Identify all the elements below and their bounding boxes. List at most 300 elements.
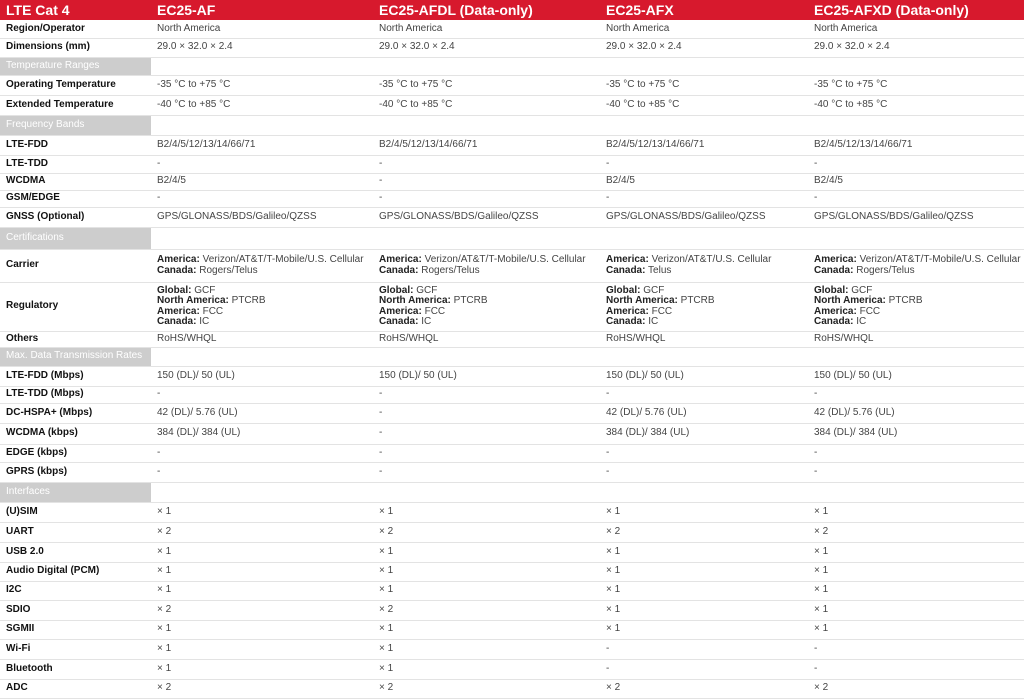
spec-value-cell (373, 155, 600, 173)
section-header: Temperature Ranges (0, 57, 151, 75)
value-line: - (157, 388, 161, 400)
spec-value-cell (151, 600, 373, 620)
row-label: Audio Digital (PCM) (0, 562, 151, 581)
value-line: - (379, 427, 383, 439)
spec-value-cell (808, 95, 1024, 115)
row-label: LTE-FDD (Mbps) (0, 366, 151, 386)
value-line: - (379, 446, 383, 458)
value-line: × 1 (814, 505, 829, 517)
spec-value-cell (808, 331, 1024, 347)
spec-value-cell (373, 95, 600, 115)
value-text: FCC (199, 305, 224, 317)
spec-value-cell (151, 542, 373, 562)
value-text: Verizon/AT&T/U.S. Cellular (648, 254, 772, 265)
spec-value-cell (151, 75, 373, 95)
value-key: America: (157, 254, 200, 265)
section-row (0, 347, 1024, 366)
value-key: Canada: (379, 264, 419, 276)
row-label: SDIO (0, 600, 151, 620)
row-label: LTE-TDD (0, 155, 151, 173)
spec-value-cell (151, 444, 373, 462)
spec-value-cell (600, 366, 808, 386)
spec-value-cell (373, 502, 600, 522)
value-line: B2/4/5 (814, 175, 843, 187)
value-key: America: (606, 305, 649, 317)
value-line: - (606, 192, 610, 204)
spec-value-cell (808, 542, 1024, 562)
row-label: I2C (0, 581, 151, 600)
spec-value-cell (600, 249, 808, 282)
spec-value-cell (151, 135, 373, 155)
value-key: North America: (157, 295, 229, 306)
value-key: Global: (157, 284, 192, 296)
row-label: DC-HSPA+ (Mbps) (0, 403, 151, 423)
spec-value-cell (373, 600, 600, 620)
row-label: Wi-Fi (0, 639, 151, 659)
spec-value-cell (373, 659, 600, 679)
spec-row (0, 522, 1024, 542)
value-key: Canada: (606, 316, 646, 327)
value-line: - (814, 642, 818, 654)
spec-value-cell (373, 207, 600, 227)
spec-value-cell (600, 155, 808, 173)
value-line: -40 °C to +85 °C (379, 98, 453, 110)
value-line: - (379, 465, 383, 477)
value-key: Global: (606, 284, 641, 296)
value-line: × 1 (157, 662, 172, 674)
value-line: × 1 (379, 565, 394, 577)
value-text: Rogers/Telus (418, 264, 480, 276)
value-text: IC (196, 316, 210, 327)
spec-value-cell (600, 679, 808, 698)
spec-value-cell (600, 38, 808, 57)
value-line: - (157, 465, 161, 477)
value-line: -35 °C to +75 °C (157, 78, 231, 90)
spec-row (0, 75, 1024, 95)
spec-value-cell (600, 639, 808, 659)
spec-row (0, 282, 1024, 331)
spec-value-cell (600, 600, 808, 620)
value-key: Canada: (379, 316, 419, 327)
value-key: North America: (379, 295, 451, 306)
spec-value-cell (808, 403, 1024, 423)
row-label: GNSS (Optional) (0, 207, 151, 227)
row-label: GSM/EDGE (0, 190, 151, 207)
spec-value-cell (600, 135, 808, 155)
value-line: × 1 (379, 505, 394, 517)
spec-value-cell (600, 659, 808, 679)
spec-value-cell (151, 155, 373, 173)
spec-value-cell (373, 20, 600, 38)
spec-row (0, 155, 1024, 173)
value-line: × 1 (157, 565, 172, 577)
spec-value-cell (808, 249, 1024, 282)
row-label: UART (0, 522, 151, 542)
row-label: Others (0, 331, 151, 347)
spec-value-cell (808, 581, 1024, 600)
value-line: - (814, 157, 818, 169)
spec-value-cell (373, 366, 600, 386)
value-key: North America: (814, 295, 886, 306)
value-line: - (379, 175, 383, 187)
spec-value-cell (808, 190, 1024, 207)
value-text: IC (853, 316, 867, 327)
spec-value-cell (808, 386, 1024, 403)
value-text: Telus (645, 264, 672, 276)
row-label: GPRS (kbps) (0, 462, 151, 482)
section-spacer (151, 115, 1024, 135)
spec-value-cell (151, 173, 373, 190)
spec-value-cell (151, 207, 373, 227)
value-line: 42 (DL)/ 5.76 (UL) (814, 406, 895, 418)
value-line: - (606, 662, 610, 674)
section-row (0, 227, 1024, 249)
value-line: North America (814, 22, 878, 34)
spec-row (0, 679, 1024, 698)
header-category: LTE Cat 4 (0, 0, 151, 20)
spec-row (0, 639, 1024, 659)
value-line: × 2 (606, 682, 621, 694)
value-line: RoHS/WHQL (606, 332, 666, 344)
value-text: PTCRB (228, 295, 266, 306)
value-line: RoHS/WHQL (814, 332, 874, 344)
row-label: Operating Temperature (0, 75, 151, 95)
value-text: GCF (191, 284, 216, 296)
value-line: 384 (DL)/ 384 (UL) (157, 427, 241, 439)
spec-value-cell (151, 190, 373, 207)
spec-value-cell (600, 331, 808, 347)
spec-value-cell (373, 38, 600, 57)
value-line: B2/4/5/12/13/14/66/71 (379, 138, 478, 150)
value-line: - (379, 406, 383, 418)
value-key: America: (157, 305, 200, 317)
value-text: PTCRB (450, 295, 488, 306)
spec-value-cell (373, 190, 600, 207)
spec-row (0, 331, 1024, 347)
section-header: Max. Data Transmission Rates (0, 347, 151, 366)
value-key: Canada: (157, 316, 197, 327)
spec-value-cell (600, 423, 808, 444)
row-label: WCDMA (kbps) (0, 423, 151, 444)
value-line: -35 °C to +75 °C (814, 78, 888, 90)
value-line: × 2 (379, 525, 394, 537)
spec-value-cell (151, 366, 373, 386)
value-line: - (379, 157, 383, 169)
value-text: PTCRB (885, 295, 923, 306)
value-text: Rogers/Telus (196, 264, 258, 276)
value-line (157, 266, 373, 277)
value-line: - (606, 157, 610, 169)
value-line: × 1 (379, 642, 394, 654)
spec-value-cell (808, 423, 1024, 444)
value-line: North America (157, 22, 221, 34)
value-line: - (157, 157, 161, 169)
row-label: Bluetooth (0, 659, 151, 679)
spec-value-cell (151, 562, 373, 581)
value-line: North America (606, 22, 670, 34)
spec-value-cell (373, 331, 600, 347)
spec-value-cell (808, 155, 1024, 173)
spec-value-cell (373, 423, 600, 444)
value-key: Canada: (814, 316, 854, 327)
value-line (379, 317, 600, 328)
value-line: × 1 (157, 545, 172, 557)
value-line: B2/4/5/12/13/14/66/71 (157, 138, 256, 150)
spec-value-cell (373, 639, 600, 659)
value-key: Canada: (157, 264, 197, 276)
row-label: Region/Operator (0, 20, 151, 38)
spec-row (0, 444, 1024, 462)
value-text: IC (645, 316, 659, 327)
spec-row (0, 190, 1024, 207)
value-text: Verizon/AT&T/T-Mobile/U.S. Cellular (199, 254, 364, 265)
value-line: × 1 (379, 623, 394, 635)
value-line: B2/4/5 (606, 175, 635, 187)
value-line: -35 °C to +75 °C (379, 78, 453, 90)
value-line: × 2 (606, 525, 621, 537)
spec-value-cell (373, 444, 600, 462)
value-line: × 2 (379, 603, 394, 615)
value-text: FCC (856, 305, 881, 317)
value-line (606, 266, 808, 277)
value-line: - (814, 388, 818, 400)
value-line: - (157, 446, 161, 458)
value-line: - (379, 388, 383, 400)
spec-value-cell (373, 135, 600, 155)
value-line: × 1 (157, 623, 172, 635)
spec-value-cell (808, 444, 1024, 462)
spec-value-cell (151, 249, 373, 282)
value-line: 29.0 × 32.0 × 2.4 (157, 41, 233, 53)
spec-value-cell (600, 403, 808, 423)
section-row (0, 57, 1024, 75)
value-text: PTCRB (677, 295, 715, 306)
value-key: America: (814, 305, 857, 317)
value-text: Verizon/AT&T/T-Mobile/U.S. Cellular (856, 254, 1021, 265)
spec-value-cell (151, 423, 373, 444)
value-line (814, 317, 1024, 328)
value-key: America: (379, 254, 422, 265)
value-line: 150 (DL)/ 50 (UL) (606, 369, 684, 381)
value-key: America: (379, 305, 422, 317)
spec-value-cell (373, 249, 600, 282)
spec-body (0, 20, 1024, 698)
header-model: EC25-AFDL (Data-only) (373, 0, 600, 20)
spec-value-cell (808, 75, 1024, 95)
spec-value-cell (808, 659, 1024, 679)
value-line: 384 (DL)/ 384 (UL) (814, 427, 898, 439)
value-line: - (814, 662, 818, 674)
spec-value-cell (600, 95, 808, 115)
spec-value-cell (151, 20, 373, 38)
spec-value-cell (808, 282, 1024, 331)
spec-value-cell (151, 38, 373, 57)
value-line: × 1 (606, 545, 621, 557)
value-line: × 1 (157, 642, 172, 654)
value-line: × 1 (157, 584, 172, 596)
value-key: America: (606, 254, 649, 265)
spec-value-cell (600, 542, 808, 562)
value-key: Global: (814, 284, 849, 296)
value-line: × 1 (379, 584, 394, 596)
value-line: - (379, 192, 383, 204)
row-label: LTE-FDD (0, 135, 151, 155)
spec-row (0, 502, 1024, 522)
spec-value-cell (373, 173, 600, 190)
value-line: × 1 (606, 565, 621, 577)
spec-value-cell (373, 581, 600, 600)
value-line: × 1 (606, 603, 621, 615)
value-line: RoHS/WHQL (157, 332, 217, 344)
spec-value-cell (151, 403, 373, 423)
section-spacer (151, 482, 1024, 502)
value-line: 29.0 × 32.0 × 2.4 (379, 41, 455, 53)
spec-value-cell (600, 502, 808, 522)
value-line: - (814, 465, 818, 477)
row-label: WCDMA (0, 173, 151, 190)
value-line: 29.0 × 32.0 × 2.4 (814, 41, 890, 53)
spec-value-cell (373, 562, 600, 581)
spec-row (0, 423, 1024, 444)
spec-value-cell (808, 620, 1024, 639)
value-line: × 2 (814, 525, 829, 537)
value-line: 150 (DL)/ 50 (UL) (157, 369, 235, 381)
spec-value-cell (600, 562, 808, 581)
value-text: FCC (421, 305, 446, 317)
value-line: × 1 (379, 662, 394, 674)
spec-row (0, 20, 1024, 38)
value-line: - (606, 388, 610, 400)
spec-value-cell (808, 462, 1024, 482)
value-line: - (606, 446, 610, 458)
value-line: 150 (DL)/ 50 (UL) (379, 369, 457, 381)
header-model: EC25-AFXD (Data-only) (808, 0, 1024, 20)
value-line: × 2 (379, 682, 394, 694)
section-header: Frequency Bands (0, 115, 151, 135)
value-line: × 1 (814, 584, 829, 596)
value-line: × 1 (606, 584, 621, 596)
value-line: 42 (DL)/ 5.76 (UL) (157, 406, 238, 418)
value-line: × 1 (379, 545, 394, 557)
value-line: B2/4/5/12/13/14/66/71 (814, 138, 913, 150)
header-model: EC25-AFX (600, 0, 808, 20)
spec-value-cell (808, 502, 1024, 522)
value-line: -40 °C to +85 °C (606, 98, 680, 110)
value-line: × 1 (606, 623, 621, 635)
spec-value-cell (808, 522, 1024, 542)
value-text: GCF (640, 284, 665, 296)
spec-value-cell (600, 75, 808, 95)
spec-value-cell (600, 462, 808, 482)
value-line (814, 266, 1024, 277)
spec-row (0, 207, 1024, 227)
value-line: × 1 (157, 505, 172, 517)
spec-row (0, 620, 1024, 639)
section-header: Interfaces (0, 482, 151, 502)
value-key: America: (814, 254, 857, 265)
spec-value-cell (808, 173, 1024, 190)
value-text: Verizon/AT&T/T-Mobile/U.S. Cellular (421, 254, 586, 265)
section-spacer (151, 227, 1024, 249)
value-line: -40 °C to +85 °C (814, 98, 888, 110)
value-line: North America (379, 22, 443, 34)
spec-row (0, 366, 1024, 386)
spec-value-cell (600, 207, 808, 227)
spec-value-cell (151, 522, 373, 542)
spec-row (0, 386, 1024, 403)
spec-value-cell (808, 207, 1024, 227)
spec-value-cell (373, 386, 600, 403)
value-line: × 1 (814, 623, 829, 635)
section-spacer (151, 347, 1024, 366)
value-line: GPS/GLONASS/BDS/Galileo/QZSS (379, 210, 539, 222)
row-label: USB 2.0 (0, 542, 151, 562)
value-line (379, 266, 600, 277)
value-line: -40 °C to +85 °C (157, 98, 231, 110)
spec-row (0, 562, 1024, 581)
spec-value-cell (808, 366, 1024, 386)
value-line: RoHS/WHQL (379, 332, 439, 344)
spec-value-cell (373, 522, 600, 542)
spec-value-cell (151, 620, 373, 639)
value-key: Global: (379, 284, 414, 296)
spec-value-cell (600, 620, 808, 639)
value-key: North America: (606, 295, 678, 306)
value-line: × 2 (814, 682, 829, 694)
spec-value-cell (151, 462, 373, 482)
spec-row (0, 173, 1024, 190)
spec-value-cell (808, 38, 1024, 57)
value-line (606, 317, 808, 328)
value-line: × 1 (814, 545, 829, 557)
header-model: EC25-AF (151, 0, 373, 20)
header-row (0, 0, 1024, 20)
value-line: × 2 (157, 525, 172, 537)
value-text: FCC (648, 305, 673, 317)
spec-value-cell (600, 444, 808, 462)
value-line: 29.0 × 32.0 × 2.4 (606, 41, 682, 53)
spec-value-cell (373, 282, 600, 331)
spec-value-cell (808, 679, 1024, 698)
value-line: × 1 (606, 505, 621, 517)
spec-row (0, 38, 1024, 57)
spec-value-cell (600, 581, 808, 600)
spec-row (0, 659, 1024, 679)
row-label: LTE-TDD (Mbps) (0, 386, 151, 403)
value-line: - (606, 465, 610, 477)
spec-row (0, 249, 1024, 282)
value-key: Canada: (814, 264, 854, 276)
spec-row (0, 462, 1024, 482)
value-line: 384 (DL)/ 384 (UL) (606, 427, 690, 439)
value-line: -35 °C to +75 °C (606, 78, 680, 90)
value-text: IC (418, 316, 432, 327)
spec-row (0, 95, 1024, 115)
spec-value-cell (151, 282, 373, 331)
spec-row (0, 403, 1024, 423)
value-line: 42 (DL)/ 5.76 (UL) (606, 406, 687, 418)
row-label: Dimensions (mm) (0, 38, 151, 57)
value-line: GPS/GLONASS/BDS/Galileo/QZSS (606, 210, 766, 222)
spec-value-cell (808, 20, 1024, 38)
value-line: GPS/GLONASS/BDS/Galileo/QZSS (814, 210, 974, 222)
row-label: ADC (0, 679, 151, 698)
spec-value-cell (373, 403, 600, 423)
value-line: - (606, 642, 610, 654)
spec-value-cell (151, 386, 373, 403)
value-key: Canada: (606, 264, 646, 276)
value-line: - (814, 192, 818, 204)
